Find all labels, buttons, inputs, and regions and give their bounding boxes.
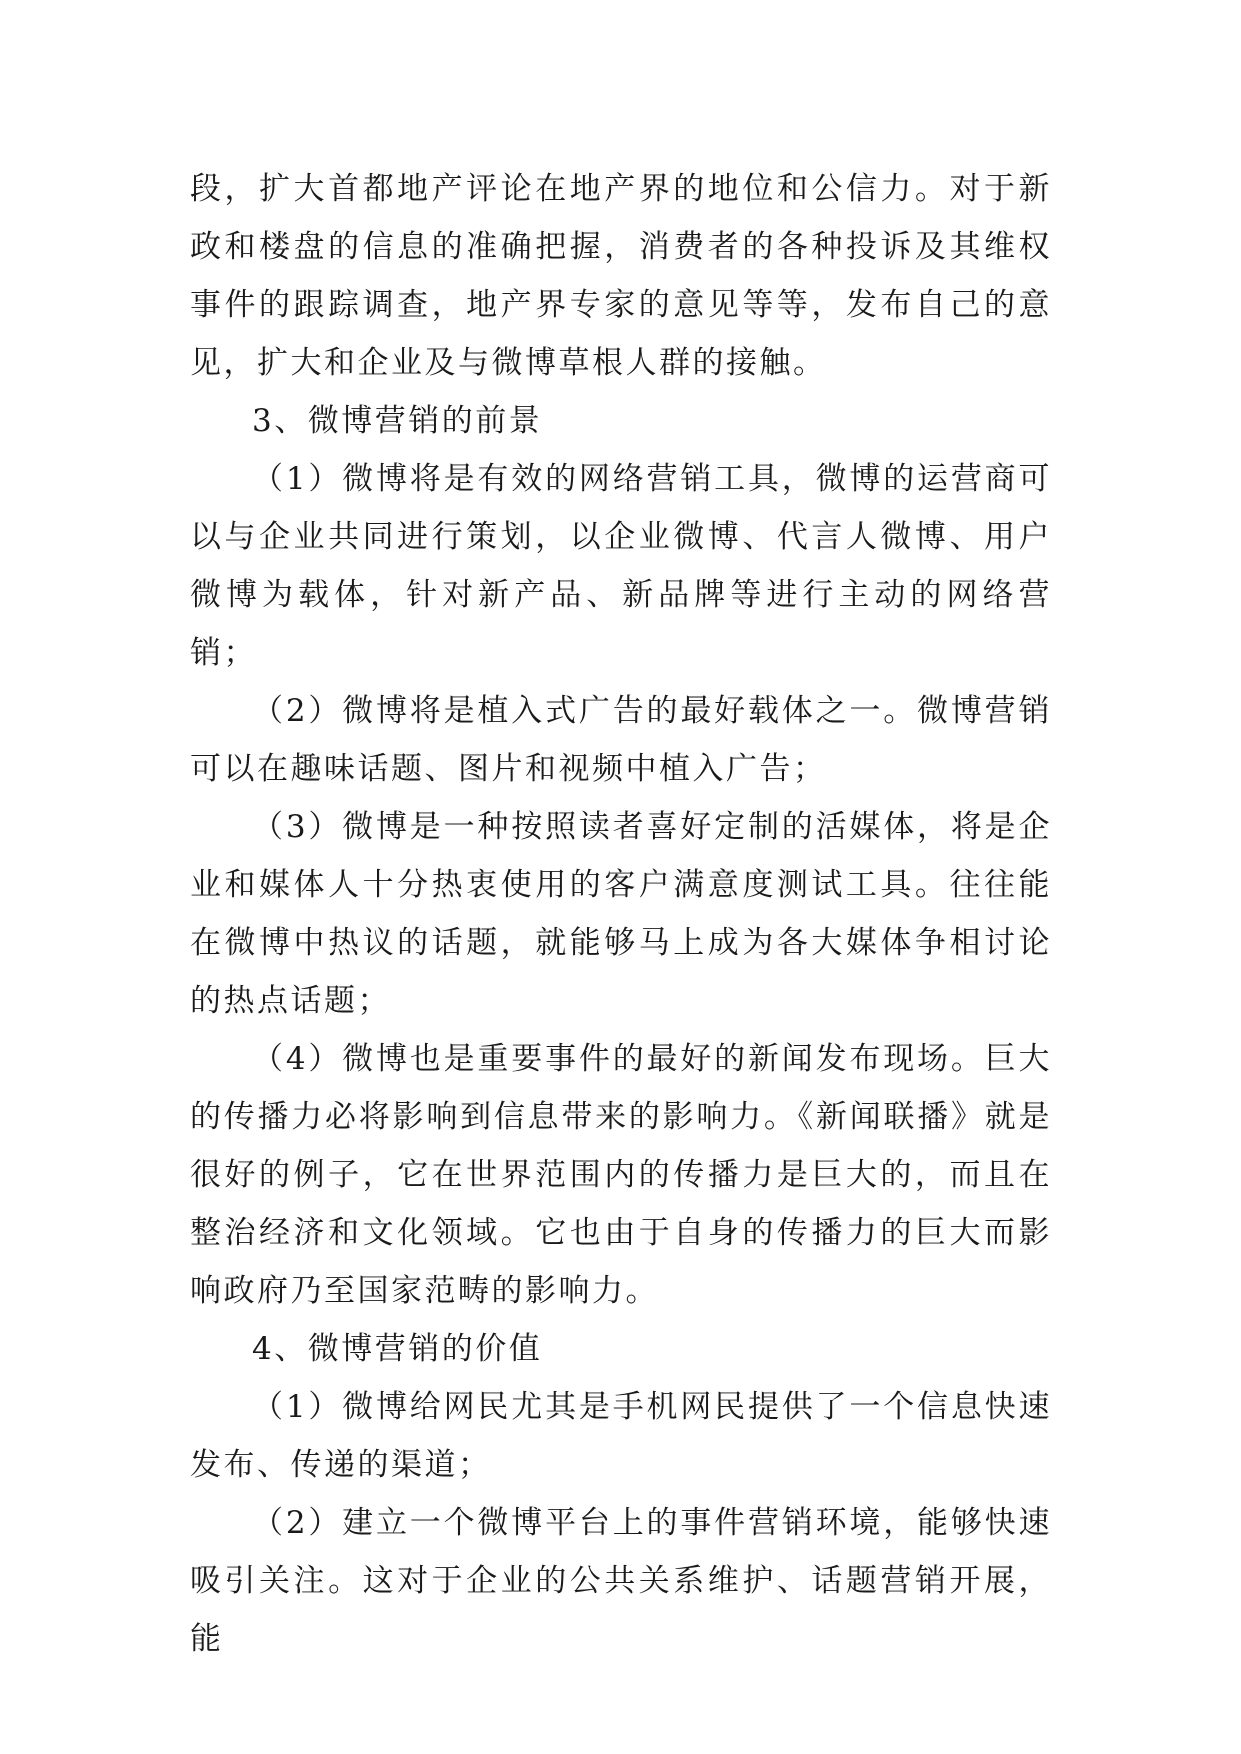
paragraph-value-1: （1）微博给网民尤其是手机网民提供了一个信息快速发布、传递的渠道； [190,1389,1052,1483]
section-heading-4: 4、微博营销的价值 [252,1331,543,1367]
paragraph-prospect-3: （3）微博是一种按照读者喜好定制的活媒体，将是企业和媒体人十分热衷使用的客户满意度测试工具。往往能在微博中热议的话题，就能够马上成为各大媒体争相讨论的热点话题； [190,809,1052,1019]
paragraph-prospect-2: （2）微博将是植入式广告的最好载体之一。微博营销可以在趣味话题、图片和视频中植入广告； [190,693,1052,787]
section-heading-3: 3、微博营销的前景 [252,403,543,439]
document-body [190,160,1052,1668]
paragraph-prospect-4: （4）微博也是重要事件的最好的新闻发布现场。巨大的传播力必将影响到信息带来的影响力。《新闻联播》就是很好的例子，它在世界范围内的传播力是巨大的，而且在整治经济和文化领域。它也由于自身的传播力的巨大而影响政府乃至国家范畴的影响力。 [190,1041,1052,1309]
paragraph-continuation: 段，扩大首都地产评论在地产界的地位和公信力。对于新政和楼盘的信息的准确把握，消费者的各种投诉及其维权事件的跟踪调查，地产界专家的意见等等，发布自己的意见，扩大和企业及与微博草根人群的接触。 [190,171,1052,381]
paragraph-prospect-1: （1）微博将是有效的网络营销工具，微博的运营商可以与企业共同进行策划，以企业微博、代言人微博、用户微博为载体，针对新产品、新品牌等进行主动的网络营销； [190,461,1052,671]
paragraph-value-2: （2）建立一个微博平台上的事件营销环境，能够快速吸引关注。这对于企业的公共关系维护、话题营销开展，能 [190,1505,1052,1657]
